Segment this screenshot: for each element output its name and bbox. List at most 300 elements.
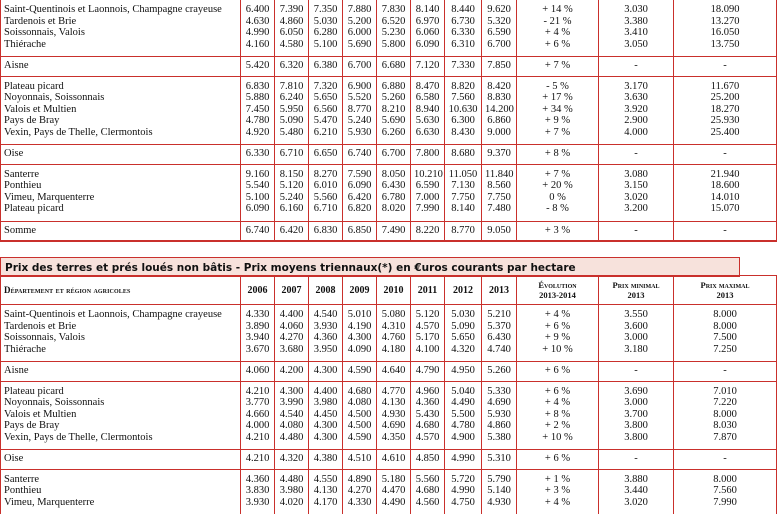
table-arable-land-prices: [0, 0, 777, 242]
price-cell: 4.570: [411, 432, 445, 450]
price-cell: 4.760: [377, 332, 411, 344]
price-cell: 5.260: [482, 362, 517, 382]
price-cell: 7.750: [482, 192, 517, 204]
price-cell: 7.320: [309, 76, 343, 92]
price-cell: 5.140: [482, 485, 517, 497]
price-cell: 5.310: [482, 450, 517, 470]
price-cell: 6.430: [482, 332, 517, 344]
min-price-cell: 2.900: [599, 115, 674, 127]
evolution-cell: + 6 %: [517, 321, 599, 333]
price-cell: 8.140: [445, 203, 482, 221]
price-cell: 4.450: [309, 409, 343, 421]
header-year: 2010: [377, 276, 411, 305]
region-label: Tardenois et Brie: [1, 16, 241, 28]
region-label: Santerre: [1, 469, 241, 485]
price-cell: 5.650: [445, 332, 482, 344]
evolution-cell: + 6 %: [517, 450, 599, 470]
max-price-cell: -: [674, 450, 777, 470]
table-row: [1, 164, 777, 180]
price-cell: 4.570: [411, 321, 445, 333]
max-price-cell: 8.000: [674, 321, 777, 333]
price-cell: 4.640: [377, 362, 411, 382]
evolution-cell: - 5 %: [517, 76, 599, 92]
max-price-cell: 8.030: [674, 420, 777, 432]
price-cell: 6.780: [377, 192, 411, 204]
min-price-cell: 3.000: [599, 332, 674, 344]
price-cell: 4.180: [377, 344, 411, 362]
max-price-cell: -: [674, 145, 777, 165]
price-cell: 5.930: [482, 409, 517, 421]
region-label: Vimeu, Marquenterre: [1, 497, 241, 514]
min-price-cell: 3.920: [599, 104, 674, 116]
price-cell: 6.430: [377, 180, 411, 192]
table-row: [1, 192, 777, 204]
price-cell: 4.480: [275, 469, 309, 485]
price-cell: 5.520: [343, 92, 377, 104]
price-cell: 4.490: [377, 497, 411, 514]
price-cell: 5.560: [411, 469, 445, 485]
max-price-cell: 8.000: [674, 305, 777, 321]
header-year: 2006: [241, 276, 275, 305]
min-price-cell: 3.170: [599, 76, 674, 92]
price-cell: 5.420: [241, 57, 275, 77]
price-cell: 5.720: [445, 469, 482, 485]
min-price-cell: 3.800: [599, 420, 674, 432]
price-cell: 7.750: [445, 192, 482, 204]
price-cell: 6.730: [445, 16, 482, 28]
price-cell: 8.270: [309, 164, 343, 180]
evolution-cell: + 9 %: [517, 115, 599, 127]
price-cell: 4.790: [411, 362, 445, 382]
header-max-price-label: Prix maximal: [677, 280, 773, 290]
price-cell: 4.990: [445, 485, 482, 497]
evolution-cell: + 17 %: [517, 92, 599, 104]
total-row: [1, 450, 777, 470]
min-price-cell: 3.200: [599, 203, 674, 221]
price-cell: 7.990: [411, 203, 445, 221]
min-price-cell: 3.410: [599, 27, 674, 39]
region-label: Ponthieu: [1, 485, 241, 497]
price-cell: 6.090: [411, 39, 445, 57]
header-year: 2007: [275, 276, 309, 305]
region-label: Pays de Bray: [1, 420, 241, 432]
region-label: Vexin, Pays de Thelle, Clermontois: [1, 432, 241, 450]
price-cell: 4.210: [241, 432, 275, 450]
price-cell: 6.900: [343, 76, 377, 92]
min-price-cell: -: [599, 145, 674, 165]
price-cell: 8.020: [377, 203, 411, 221]
price-cell: 4.210: [241, 450, 275, 470]
price-cell: 6.740: [343, 145, 377, 165]
price-cell: 4.780: [445, 420, 482, 432]
price-cell: 4.540: [275, 409, 309, 421]
price-cell: 3.670: [241, 344, 275, 362]
min-price-cell: 3.630: [599, 92, 674, 104]
price-cell: 6.630: [411, 127, 445, 145]
price-cell: 4.660: [241, 409, 275, 421]
price-cell: 6.010: [309, 180, 343, 192]
region-label: Valois et Multien: [1, 104, 241, 116]
table-row: [1, 409, 777, 421]
total-row: [1, 145, 777, 165]
price-cell: 6.380: [309, 57, 343, 77]
min-price-cell: 3.150: [599, 180, 674, 192]
price-cell: 7.480: [482, 203, 517, 221]
price-cell: 7.130: [445, 180, 482, 192]
min-price-cell: 4.000: [599, 127, 674, 145]
price-cell: 8.420: [482, 76, 517, 92]
price-cell: 7.390: [275, 0, 309, 16]
price-cell: 4.680: [411, 420, 445, 432]
price-cell: 14.200: [482, 104, 517, 116]
region-label: Saint-Quentinois et Laonnois, Champagne crayeuse: [1, 305, 241, 321]
table-row: [1, 115, 777, 127]
price-cell: 4.690: [377, 420, 411, 432]
price-cell: 4.080: [275, 420, 309, 432]
evolution-cell: - 21 %: [517, 16, 599, 28]
price-cell: 6.680: [377, 57, 411, 77]
price-cell: 4.930: [482, 497, 517, 514]
price-cell: 4.400: [275, 305, 309, 321]
price-cell: 6.820: [343, 203, 377, 221]
price-cell: 5.120: [411, 305, 445, 321]
price-cell: 4.550: [309, 469, 343, 485]
max-price-cell: 21.940: [674, 164, 777, 180]
price-cell: 4.200: [275, 362, 309, 382]
price-cell: 6.160: [275, 203, 309, 221]
region-label: Plateau picard: [1, 203, 241, 221]
price-cell: 7.000: [411, 192, 445, 204]
price-cell: 3.990: [275, 397, 309, 409]
min-price-cell: -: [599, 450, 674, 470]
min-price-cell: -: [599, 57, 674, 77]
price-cell: 4.900: [445, 432, 482, 450]
price-cell: 8.430: [445, 127, 482, 145]
min-price-cell: 3.600: [599, 321, 674, 333]
evolution-cell: + 3 %: [517, 221, 599, 241]
price-cell: 6.860: [482, 115, 517, 127]
price-cell: 5.880: [241, 92, 275, 104]
price-cell: 4.590: [343, 362, 377, 382]
price-cell: 4.580: [275, 39, 309, 57]
table-row: [1, 0, 777, 16]
price-cell: 6.710: [275, 145, 309, 165]
price-cell: 4.750: [445, 497, 482, 514]
min-price-cell: 3.020: [599, 192, 674, 204]
evolution-cell: + 4 %: [517, 397, 599, 409]
price-cell: 6.210: [309, 127, 343, 145]
max-price-cell: 11.670: [674, 76, 777, 92]
min-price-cell: -: [599, 362, 674, 382]
price-cell: 6.970: [411, 16, 445, 28]
max-price-cell: 7.560: [674, 485, 777, 497]
price-cell: 5.230: [377, 27, 411, 39]
evolution-cell: + 3 %: [517, 485, 599, 497]
evolution-cell: + 9 %: [517, 332, 599, 344]
price-cell: 6.850: [343, 221, 377, 241]
region-label: Thiérache: [1, 39, 241, 57]
price-cell: 4.920: [241, 127, 275, 145]
price-cell: 5.800: [377, 39, 411, 57]
price-cell: 4.400: [309, 381, 343, 397]
price-cell: 6.700: [343, 57, 377, 77]
evolution-cell: + 6 %: [517, 39, 599, 57]
min-price-cell: 3.800: [599, 432, 674, 450]
price-cell: 4.300: [275, 381, 309, 397]
price-cell: 5.470: [309, 115, 343, 127]
price-cell: 4.590: [343, 432, 377, 450]
region-label: Soissonnais, Valois: [1, 27, 241, 39]
evolution-cell: + 4 %: [517, 305, 599, 321]
table-row: [1, 16, 777, 28]
table-title-bar: [0, 257, 740, 277]
price-cell: 4.500: [343, 409, 377, 421]
price-cell: 4.380: [309, 450, 343, 470]
table-row: [1, 305, 777, 321]
price-cell: 4.990: [445, 450, 482, 470]
price-cell: 6.310: [445, 39, 482, 57]
header-max-price: [674, 276, 777, 305]
max-price-cell: 8.000: [674, 469, 777, 485]
price-cell: 5.950: [275, 104, 309, 116]
min-price-cell: 3.020: [599, 497, 674, 514]
price-cell: 4.560: [411, 497, 445, 514]
table-row: [1, 397, 777, 409]
price-cell: 6.090: [343, 180, 377, 192]
price-cell: 6.740: [241, 221, 275, 241]
price-cell: 6.330: [445, 27, 482, 39]
max-price-cell: 18.270: [674, 104, 777, 116]
evolution-cell: + 14 %: [517, 0, 599, 16]
price-cell: 8.560: [482, 180, 517, 192]
max-price-cell: 14.010: [674, 192, 777, 204]
evolution-cell: - 8 %: [517, 203, 599, 221]
price-cell: 3.980: [309, 397, 343, 409]
price-cell: 5.690: [343, 39, 377, 57]
evolution-cell: + 7 %: [517, 57, 599, 77]
price-cell: 4.210: [241, 381, 275, 397]
price-cell: 4.320: [275, 450, 309, 470]
price-cell: 4.850: [411, 450, 445, 470]
header-max-price-year: 2013: [677, 290, 773, 300]
price-cell: 4.780: [241, 115, 275, 127]
price-cell: 5.320: [482, 16, 517, 28]
price-cell: 8.770: [343, 104, 377, 116]
price-cell: 4.950: [445, 362, 482, 382]
header-year: 2011: [411, 276, 445, 305]
price-cell: 4.480: [275, 432, 309, 450]
price-cell: 4.300: [309, 362, 343, 382]
region-label: Vimeu, Marquenterre: [1, 192, 241, 204]
price-cell: 7.830: [377, 0, 411, 16]
min-price-cell: 3.180: [599, 344, 674, 362]
table-title: Prix des terres et prés loués non bâtis - Prix moyens triennaux(*) en €uros courants par hectare: [5, 262, 576, 274]
price-cell: 4.510: [343, 450, 377, 470]
header-evolution-label: Évolution: [520, 280, 595, 290]
total-row: [1, 57, 777, 77]
price-cell: 5.790: [482, 469, 517, 485]
price-cell: 6.060: [411, 27, 445, 39]
price-cell: 4.990: [241, 27, 275, 39]
region-label: Santerre: [1, 164, 241, 180]
price-cell: 4.360: [309, 332, 343, 344]
price-cell: 6.590: [482, 27, 517, 39]
price-cell: 6.580: [411, 92, 445, 104]
price-cell: 7.330: [445, 57, 482, 77]
header-year: 2008: [309, 276, 343, 305]
price-cell: 6.240: [275, 92, 309, 104]
price-cell: 5.380: [482, 432, 517, 450]
header-year: 2013: [482, 276, 517, 305]
evolution-cell: 0 %: [517, 192, 599, 204]
price-cell: 4.360: [411, 397, 445, 409]
price-cell: 5.010: [343, 305, 377, 321]
min-price-cell: 3.030: [599, 0, 674, 16]
table-row: [1, 27, 777, 39]
region-label: Vexin, Pays de Thelle, Clermontois: [1, 127, 241, 145]
price-cell: 4.680: [343, 381, 377, 397]
price-cell: 4.320: [445, 344, 482, 362]
price-cell: 8.820: [445, 76, 482, 92]
price-cell: 4.000: [241, 420, 275, 432]
price-cell: 7.800: [411, 145, 445, 165]
max-price-cell: 15.070: [674, 203, 777, 221]
max-price-cell: 7.250: [674, 344, 777, 362]
price-cell: 3.890: [241, 321, 275, 333]
max-price-cell: 13.270: [674, 16, 777, 28]
price-cell: 4.130: [309, 485, 343, 497]
evolution-cell: + 10 %: [517, 344, 599, 362]
price-cell: 5.100: [309, 39, 343, 57]
table-row: [1, 381, 777, 397]
price-cell: 8.830: [482, 92, 517, 104]
price-cell: 4.860: [275, 16, 309, 28]
price-cell: 4.490: [445, 397, 482, 409]
max-price-cell: 25.400: [674, 127, 777, 145]
price-cell: 4.610: [377, 450, 411, 470]
region-label: Valois et Multien: [1, 409, 241, 421]
max-price-cell: 8.000: [674, 409, 777, 421]
price-cell: 5.090: [445, 321, 482, 333]
price-cell: 8.050: [377, 164, 411, 180]
price-cell: 8.150: [275, 164, 309, 180]
region-label: Tardenois et Brie: [1, 321, 241, 333]
price-cell: 6.710: [309, 203, 343, 221]
price-cell: 4.930: [377, 409, 411, 421]
price-cell: 4.500: [343, 420, 377, 432]
max-price-cell: -: [674, 57, 777, 77]
min-price-cell: 3.000: [599, 397, 674, 409]
price-cell: 7.120: [411, 57, 445, 77]
price-cell: 4.860: [482, 420, 517, 432]
price-cell: 4.090: [343, 344, 377, 362]
price-cell: 6.300: [445, 115, 482, 127]
price-cell: 5.090: [275, 115, 309, 127]
max-price-cell: 18.600: [674, 180, 777, 192]
price-cell: 6.520: [377, 16, 411, 28]
price-cell: 6.000: [343, 27, 377, 39]
evolution-cell: + 7 %: [517, 127, 599, 145]
price-cell: 5.030: [445, 305, 482, 321]
price-cell: 6.590: [411, 180, 445, 192]
price-cell: 4.540: [309, 305, 343, 321]
price-cell: 9.000: [482, 127, 517, 145]
price-cell: 4.130: [377, 397, 411, 409]
price-cell: 4.690: [482, 397, 517, 409]
price-cell: 5.080: [377, 305, 411, 321]
price-cell: 5.260: [377, 92, 411, 104]
price-cell: 8.220: [411, 221, 445, 241]
price-cell: 5.040: [445, 381, 482, 397]
table-row: [1, 420, 777, 432]
region-label: Saint-Quentinois et Laonnois, Champagne crayeuse: [1, 0, 241, 16]
min-price-cell: 3.550: [599, 305, 674, 321]
table-row: [1, 39, 777, 57]
region-label: Somme: [1, 221, 241, 241]
price-cell: 8.140: [411, 0, 445, 16]
price-cell: 5.560: [309, 192, 343, 204]
table-row: [1, 127, 777, 145]
header-min-price-year: 2013: [602, 290, 670, 300]
price-cell: 5.170: [411, 332, 445, 344]
header-year: 2012: [445, 276, 482, 305]
region-label: Plateau picard: [1, 76, 241, 92]
price-cell: 9.620: [482, 0, 517, 16]
price-cell: 10.630: [445, 104, 482, 116]
min-price-cell: 3.050: [599, 39, 674, 57]
table-row: [1, 497, 777, 514]
price-cell: 6.320: [275, 57, 309, 77]
price-cell: 7.810: [275, 76, 309, 92]
table-row: [1, 104, 777, 116]
price-cell: 5.240: [343, 115, 377, 127]
price-cell: 11.840: [482, 164, 517, 180]
header-min-price-label: Prix minimal: [602, 280, 670, 290]
price-cell: 4.740: [482, 344, 517, 362]
price-cell: 4.100: [411, 344, 445, 362]
table-row: [1, 76, 777, 92]
region-label: Oise: [1, 145, 241, 165]
table-row: [1, 203, 777, 221]
price-cell: 5.370: [482, 321, 517, 333]
price-cell: 4.330: [343, 497, 377, 514]
price-cell: 4.020: [275, 497, 309, 514]
price-cell: 4.770: [377, 381, 411, 397]
price-cell: 5.690: [377, 115, 411, 127]
price-cell: 5.210: [482, 305, 517, 321]
price-cell: 4.060: [241, 362, 275, 382]
price-cell: 4.300: [309, 420, 343, 432]
evolution-cell: + 8 %: [517, 145, 599, 165]
price-cell: 6.830: [241, 76, 275, 92]
price-cell: 7.880: [343, 0, 377, 16]
min-price-cell: 3.880: [599, 469, 674, 485]
price-cell: 4.310: [377, 321, 411, 333]
max-price-cell: -: [674, 362, 777, 382]
price-cell: 8.770: [445, 221, 482, 241]
price-cell: 4.190: [343, 321, 377, 333]
total-row: [1, 362, 777, 382]
max-price-cell: 13.750: [674, 39, 777, 57]
price-cell: 8.440: [445, 0, 482, 16]
price-cell: 4.300: [343, 332, 377, 344]
table-row: [1, 432, 777, 450]
price-cell: 4.350: [377, 432, 411, 450]
evolution-cell: + 6 %: [517, 381, 599, 397]
price-cell: 7.350: [309, 0, 343, 16]
price-cell: 5.480: [275, 127, 309, 145]
price-cell: 3.930: [309, 321, 343, 333]
